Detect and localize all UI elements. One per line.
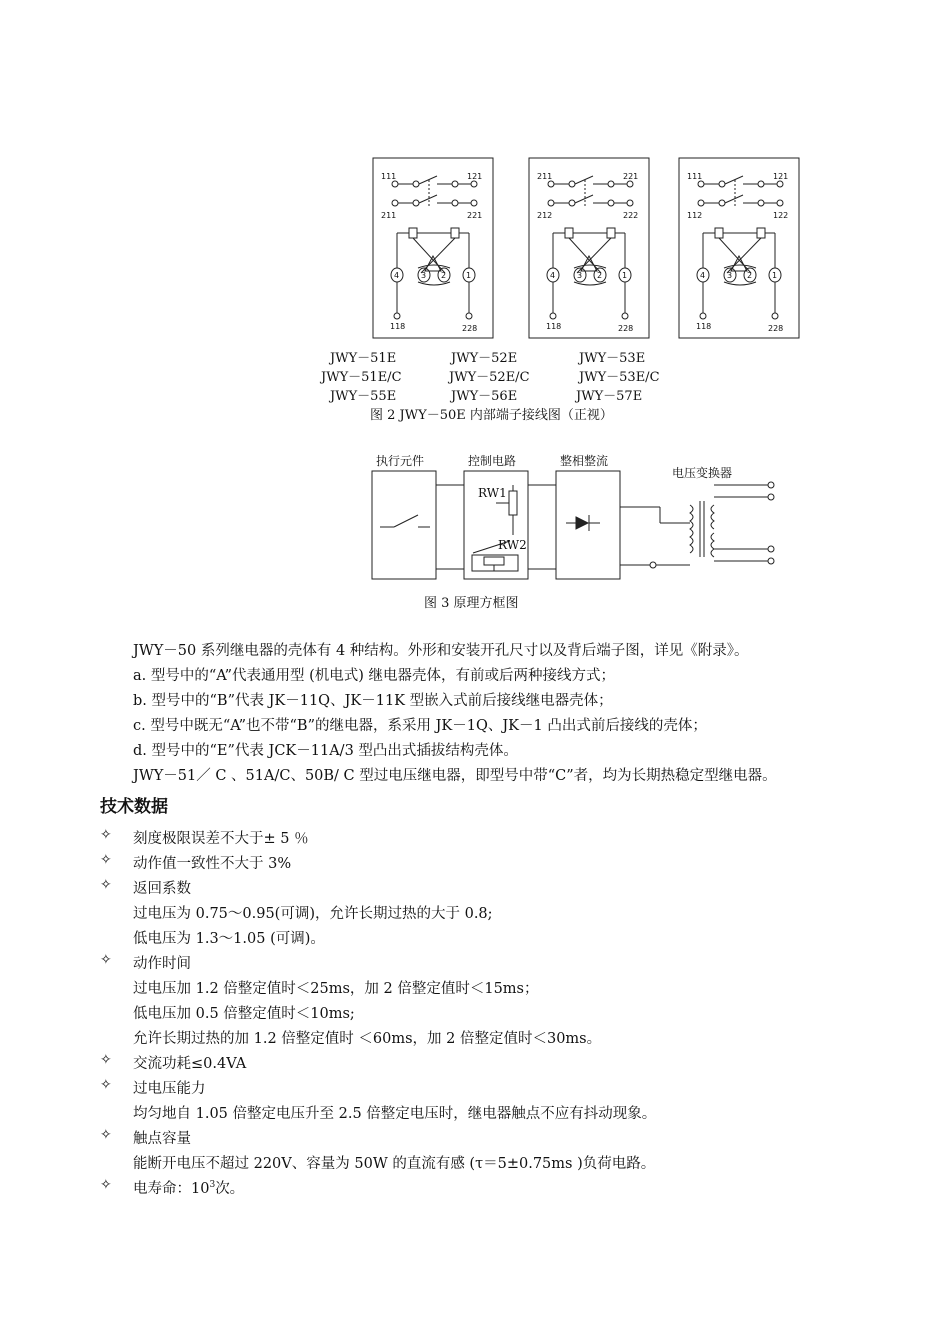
model-label: JWY－55E [330,389,397,404]
spec-item: 动作时间 [133,956,191,972]
spec-item-life [133,1177,244,1198]
life-suffix: 次。 [215,1181,245,1197]
executor-block [372,471,436,579]
rw1-label: RW1 [478,486,507,500]
p3-bl: 112 [687,211,703,220]
p1-pin-3: 3 [421,271,427,280]
p1-tr: 121 [467,172,483,181]
life-exponent: 3 [209,1180,216,1191]
figure-3-block-diagram [360,445,790,585]
p2-tr: 221 [623,172,639,181]
p2-pin-1: 1 [622,271,628,280]
p3-tl: 111 [687,172,703,181]
paragraph: d. 型号中的“E”代表 JCK－11A/3 型凸出式插拔结构壳体。 [133,743,518,759]
model-label: JWY－53E [579,351,646,366]
model-label: JWY－57E [576,389,643,404]
spec-item: 触点容量 [133,1131,191,1147]
p3-pin-1: 1 [772,271,778,280]
spec-item: 动作值一致性不大于 3% [133,856,292,872]
spec-item: 交流功耗≤0.4VA [133,1056,247,1072]
panel-2 [529,158,649,338]
p1-pin-4: 4 [394,271,400,280]
p1-pin-1: 1 [466,271,472,280]
rw2-label: RW2 [498,538,527,552]
p3-pin-4: 4 [700,271,706,280]
p1-bot-l: 118 [390,322,406,331]
p3-tr: 121 [773,172,789,181]
spec-item: 刻度极限误差不大于± 5 ％ [133,831,309,847]
panel-1 [373,158,493,338]
p2-bot-l: 118 [546,322,562,331]
p2-bl: 212 [537,211,553,220]
spec-detail: 过电压为 0.75～0.95(可调)，允许长期过热的大于 0.8; [133,906,493,922]
figure-2-wiring-diagram [365,150,810,345]
bullet-icon: ✧ [100,1077,112,1093]
spec-item: 返回系数 [133,881,191,897]
p2-pin-3: 3 [577,271,583,280]
bullet-icon: ✧ [100,952,112,968]
p3-bot-r: 228 [768,324,784,333]
block-label-rectifier: 整相整流 [560,454,609,468]
model-label: JWY－52E/C [449,370,530,385]
paragraph: JWY－51／ C 、51A/C、50B/ C 型过电压继电器，即型号中带“C”者，均为长期热稳定型继电器。 [133,768,777,784]
bullet-icon: ✧ [100,827,112,843]
spec-detail: 过电压加 1.2 倍整定值时＜25ms，加 2 倍整定值时＜15ms； [133,981,539,997]
bullet-icon: ✧ [100,1052,112,1068]
model-label: JWY－51E/C [321,370,402,385]
paragraph: a. 型号中的“A”代表通用型 (机电式) 继电器壳体，有前或后两种接线方式； [133,668,616,684]
model-label: JWY－56E [451,389,518,404]
bullet-icon: ✧ [100,852,112,868]
p1-bot-r: 228 [462,324,478,333]
spec-detail: 低电压加 0.5 倍整定值时＜10ms; [133,1006,355,1022]
figure-2-caption: 图 2 JWY－50E 内部端子接线图（正视） [370,408,613,423]
figure-3-caption: 图 3 原理方框图 [424,596,519,611]
p3-pin-3: 3 [727,271,733,280]
life-prefix: 电寿命：10 [133,1181,210,1197]
block-label-executor: 执行元件 [376,454,425,468]
p1-tl: 111 [381,172,397,181]
paragraph: c. 型号中既无“A”也不带“B”的继电器，系采用 JK－1Q、JK－1 凸出式前后接线的壳体； [133,718,707,734]
bullet-icon: ✧ [100,1127,112,1143]
p3-pin-2: 2 [747,271,753,280]
panel-3 [679,158,799,338]
p2-bot-r: 228 [618,324,634,333]
p2-tl: 211 [537,172,553,181]
p2-pin-2: 2 [597,271,603,280]
p2-br: 222 [623,211,639,220]
p3-bot-l: 118 [696,322,712,331]
p1-bl: 211 [381,211,397,220]
spec-detail: 低电压为 1.3～1.05 (可调)。 [133,931,325,947]
block-label-transformer: 电压变换器 [672,466,733,480]
p1-pin-2: 2 [441,271,447,280]
bullet-icon: ✧ [100,877,112,893]
block-label-control: 控制电路 [468,454,517,468]
p3-br: 122 [773,211,789,220]
rectifier-block [556,471,620,579]
spec-item: 过电压能力 [133,1081,206,1097]
model-label: JWY－51E [330,351,397,366]
spec-detail: 能断开电压不超过 220V、容量为 50W 的直流有感 (τ＝5±0.75ms )负荷电路。 [133,1156,656,1172]
spec-detail: 允许长期过热的加 1.2 倍整定值时 ＜60ms，加 2 倍整定值时＜30ms。 [133,1031,602,1047]
paragraph: JWY－50 系列继电器的壳体有 4 种结构。外形和安装开孔尺寸以及背后端子图，详见《附录》。 [133,643,749,659]
p2-pin-4: 4 [550,271,556,280]
bullet-icon: ✧ [100,1177,112,1193]
p1-br: 221 [467,211,483,220]
section-title: 技术数据 [100,797,168,817]
model-label: JWY－53E/C [579,370,660,385]
paragraph: b. 型号中的“B”代表 JK－11Q、JK－11K 型嵌入式前后接线继电器壳体； [133,693,613,709]
spec-detail: 均匀地自 1.05 倍整定电压升至 2.5 倍整定电压时，继电器触点不应有抖动现象。 [133,1106,657,1122]
model-label: JWY－52E [451,351,518,366]
